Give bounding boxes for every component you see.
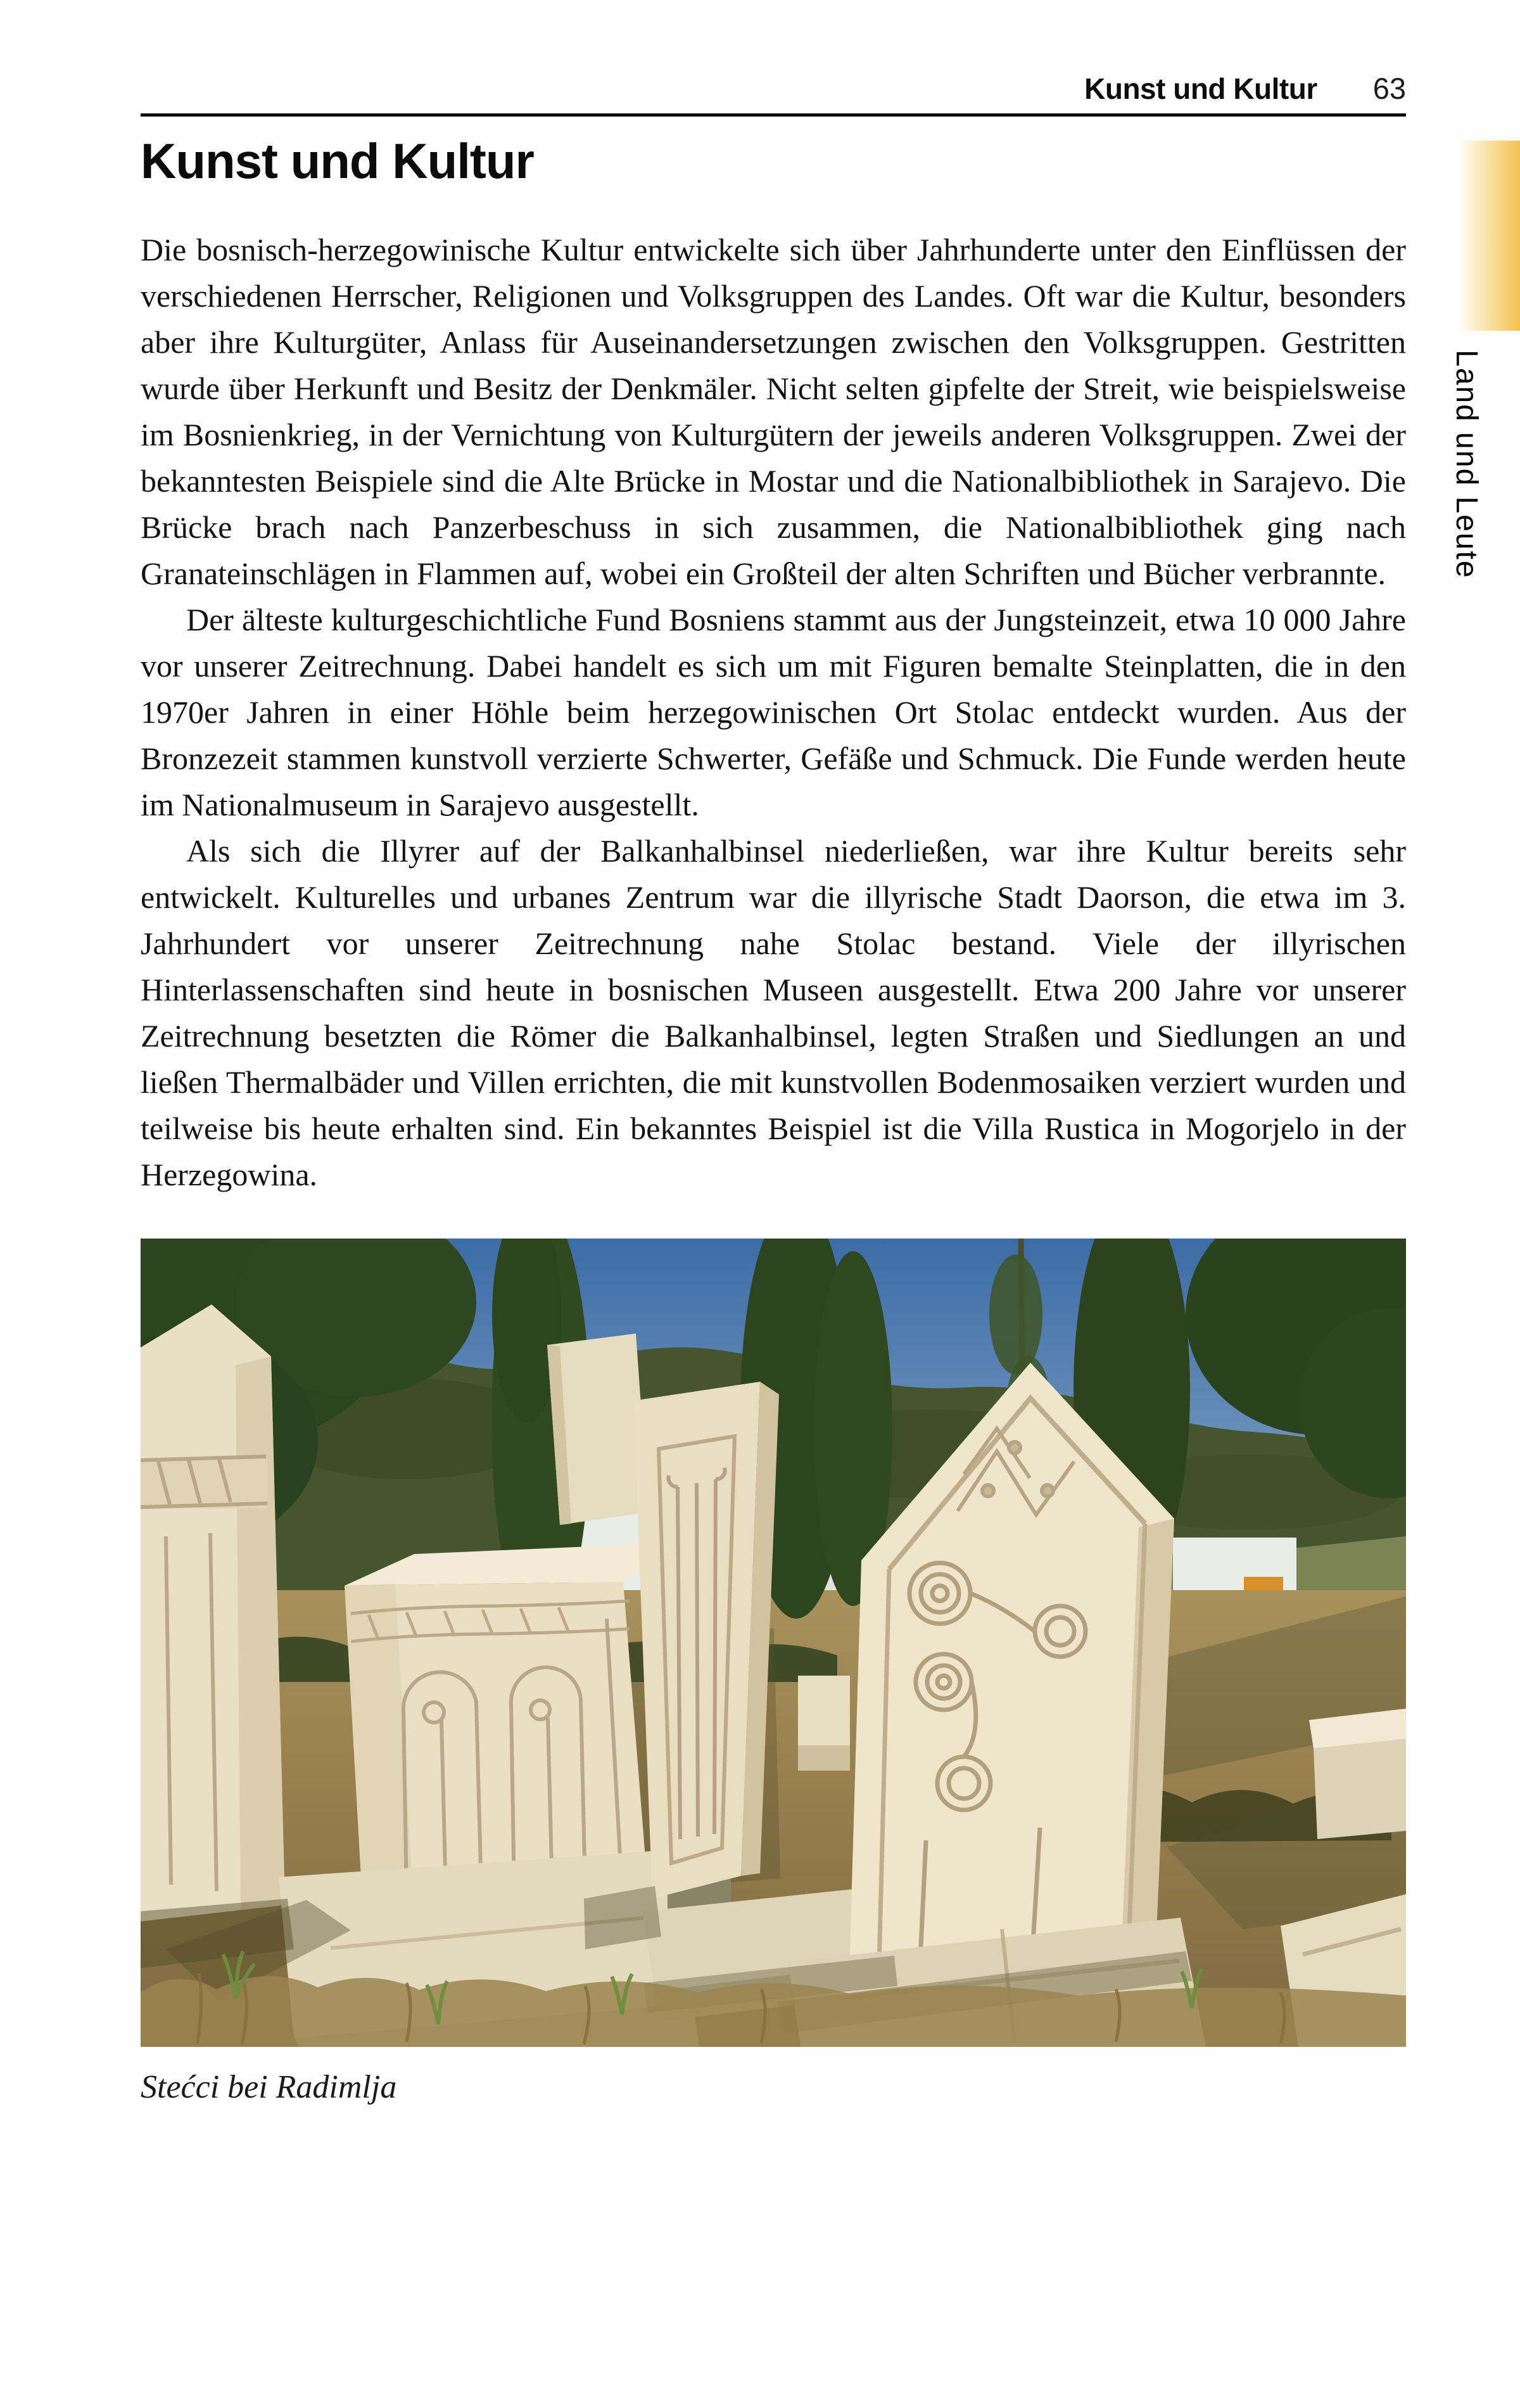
running-header	[141, 0, 1406, 106]
paragraph-3: Als sich die Illyrer auf der Balkanhalbinsel niederließen, war ihre Kultur bereits sehr entwickelt. Kulturelles und urbanes Zentrum war die illyrische Stadt Daorson, die etwa im 3. Jahrhundert vor unserer Zeitrechnung nahe Stolac bestand. Viele der illyrischen Hinterlassenschaften sind heute in bosnischen Museen ausgestellt. Etwa 200 Jahre vor unserer Zeitrechnung besetzten die Römer die Balkanhalbinsel, legten Straßen und Siedlungen an und ließen Thermalbäder und Villen errichten, die mit kunstvollen Bodenmosaiken verziert wurden und teilweise bis heute erhalten sind. Ein bekanntes Beispiel ist die Villa Rustica in Mogorjelo in der Herzegowina.	[141, 832, 1406, 1192]
stecci-photo	[141, 1239, 1406, 2047]
section-tab-color	[1459, 141, 1520, 331]
page-content	[141, 0, 1406, 2106]
paragraph-1: Die bosnisch-herzegowinische Kultur entwickelte sich über Jahrhunderte unter den Einflüssen der verschiedenen Herrscher, Religionen und Volksgruppen des Landes. Oft war die Kultur, besonders aber ihre Kulturgüter, Anlass für Auseinandersetzungen zwischen den Volksgruppen. Gestritten wurde über Herkunft und Besitz der Denkmäler. Nicht selten gipfelte der Streit, wie beispielsweise im Bosnienkrieg, in der Vernichtung von Kulturgütern der jeweils anderen Volksgruppen. Zwei der bekanntesten Beispiele sind die Alte Brücke in Mostar und die Nationalbibliothek in Sarajevo. Die Brücke brach nach Panzerbeschuss in sich zusammen, die Nationalbibliothek ging nach Granateinschlägen in Flammen auf, wobei ein Großteil der alten Schriften und Bücher verbrannte.	[141, 231, 1406, 591]
photo-caption: Stećci bei Radimlja	[141, 2068, 397, 2105]
header-rule	[141, 113, 1406, 117]
page-title: Kunst und Kultur	[141, 133, 534, 189]
paragraph-2: Der älteste kulturgeschichtliche Fund Bosniens stammt aus der Jungsteinzeit, etwa 10 000 Jahre vor unserer Zeitrechnung. Dabei handelt es sich um mit Figuren bemalte Steinplatten, die in den 1970er Jahren in einer Höhle beim herzegowinischen Ort Stolac entdeckt wurden. Aus der Bronzezeit stammen kunstvoll verzierte Schwerter, Gefäße und Schmuck. Die Funde werden heute im Nationalmuseum in Sarajevo ausgestellt.	[141, 601, 1406, 822]
photo-left-stele	[141, 1304, 285, 1921]
running-header-title: Kunst und Kultur	[1084, 72, 1317, 105]
photo-back-slab	[547, 1334, 649, 1525]
body-text	[141, 227, 1406, 1198]
section-tab-label: Land und Leute	[1450, 350, 1483, 579]
page-number: 63	[1372, 72, 1406, 105]
stecci-photo-illustration	[141, 1239, 1406, 2047]
